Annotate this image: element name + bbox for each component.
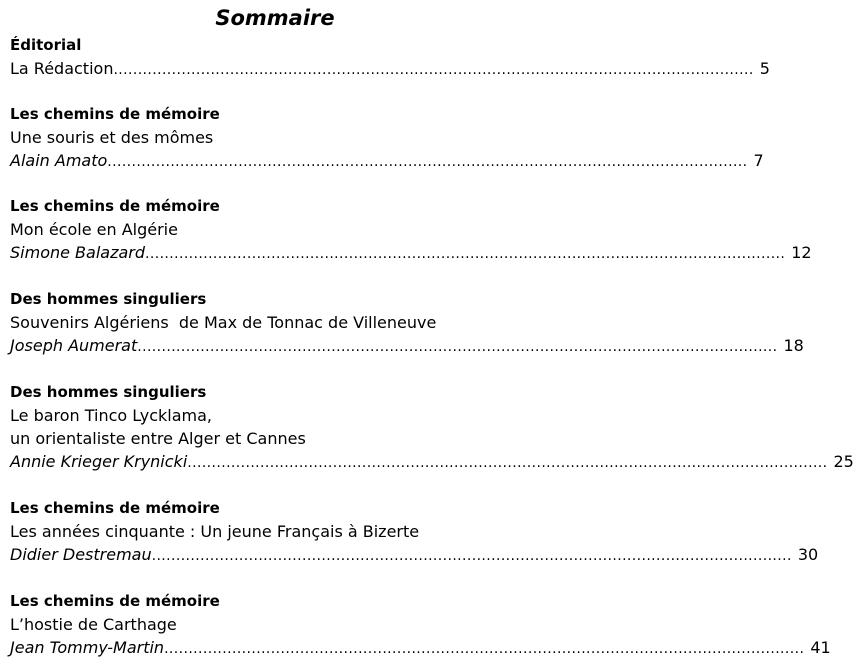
dot-leader: ....................................................................................................................................	[137, 339, 778, 355]
toc-author-line	[10, 543, 819, 568]
section-heading: Les chemins de mémoire	[10, 499, 220, 517]
section-heading: Les chemins de mémoire	[10, 197, 220, 215]
page-number: 25	[833, 452, 854, 471]
section-heading: Les chemins de mémoire	[10, 105, 220, 123]
toc-entry-ecole	[10, 195, 812, 266]
section-heading: Des hommes singuliers	[10, 290, 207, 308]
toc-author-line	[10, 636, 831, 661]
toc-author-line	[10, 450, 854, 475]
toc-entry-bizerte	[10, 497, 819, 568]
author-name: La Rédaction	[10, 59, 114, 78]
article-title: Les années cinquante : Un jeune Français à Bizerte	[10, 522, 420, 541]
section-heading: Éditorial	[10, 36, 82, 54]
dot-leader: ....................................................................................................................................	[151, 548, 792, 564]
section-heading: Les chemins de mémoire	[10, 592, 220, 610]
author-name: Didier Destremau	[10, 545, 152, 564]
dot-leader: ....................................................................................................................................	[145, 246, 786, 262]
toc-author-line	[10, 149, 764, 174]
author-name: Alain Amato	[10, 151, 108, 170]
dot-leader: ....................................................................................................................................	[187, 455, 828, 471]
toc-entry-lycklama	[10, 381, 854, 475]
toc-author-line	[10, 241, 812, 266]
page-number: 41	[810, 638, 831, 657]
page-number: 12	[791, 243, 812, 262]
page-number: 30	[797, 545, 819, 564]
article-title-continued: un orientaliste entre Alger et Cannes	[10, 429, 306, 448]
toc-entry-carthage	[10, 590, 831, 661]
toc-entry-souris	[10, 103, 764, 174]
section-heading: Des hommes singuliers	[10, 383, 207, 401]
author-name: Annie Krieger Krynicki	[10, 452, 188, 471]
author-name: Joseph Aumerat	[10, 336, 138, 355]
toc-author-line	[10, 57, 770, 82]
article-title: Souvenirs Algériens de Max de Tonnac de Villeneuve	[10, 313, 437, 332]
page-number: 18	[783, 336, 804, 355]
dot-leader: ....................................................................................................................................	[107, 154, 748, 170]
toc-entry-editorial	[10, 34, 770, 82]
toc-entry-souvenirs	[10, 288, 804, 359]
article-title: Le baron Tinco Lycklama,	[10, 406, 213, 425]
dot-leader: ....................................................................................................................................	[164, 641, 805, 657]
page-number: 5	[759, 59, 770, 78]
article-title: L’hostie de Carthage	[10, 615, 177, 634]
dot-leader: ....................................................................................................................................	[113, 62, 754, 78]
toc-author-line	[10, 334, 804, 359]
article-title: Une souris et des mômes	[10, 128, 214, 147]
author-name: Simone Balazard	[10, 243, 146, 262]
article-title: Mon école en Algérie	[10, 220, 178, 239]
page-number: 7	[753, 151, 764, 170]
author-name: Jean Tommy-Martin	[10, 638, 165, 657]
page-title: Sommaire	[215, 6, 335, 30]
